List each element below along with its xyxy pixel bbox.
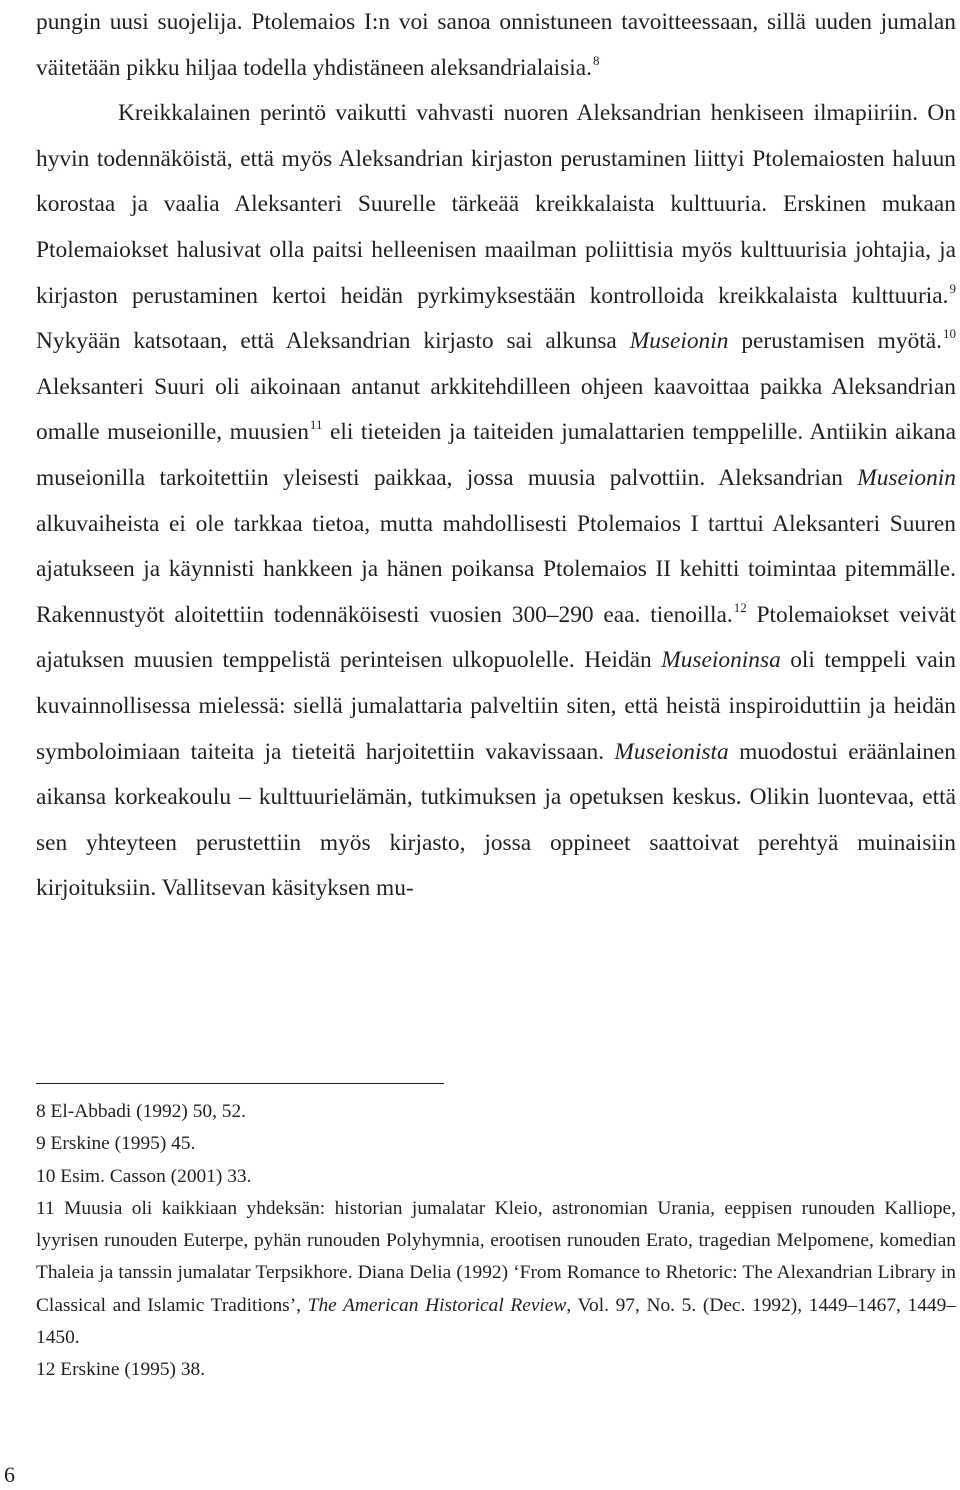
footnote-11-text-b: , Vol. 97, No. 5. (Dec. 1992), 1449–1467, 1449–1450.	[36, 1294, 956, 1349]
museion-term: Museionin	[857, 464, 956, 491]
paragraph-2-text-e: eli tieteiden ja taiteiden jumalattarien temppelille. Antiikin aikana museionilla tarkoitettiin yleisesti paikkaa, jossa muusia palvottiin. Aleksandrian	[36, 419, 956, 491]
paragraph-2-text-b: Nykyään katsotaan, että Aleksandrian kirjasto sai alkunsa	[36, 328, 630, 355]
footnote-separator	[36, 1083, 444, 1084]
footnote-11-text-a: 11 Muusia oli kaikkiaan yhdeksän: historian jumalatar Kleio, astronomian Urania, eeppisen runouden Kalliope, lyyrisen runouden Euterpe, pyhän runouden Polyhymnia, erootisen runouden Erato, tragedian Melpomene, komedian Thaleia ja tanssin jumalatar Terpsikhore. Diana Delia (1992) ‘From Romance to Rhetoric: The Alexandrian Library in Classical and Islamic Traditions’,	[36, 1197, 956, 1316]
footnotes	[36, 1096, 956, 1387]
paragraph-1-text: pungin uusi suojelija. Ptolemaios I:n voi sanoa onnistuneen tavoitteessaan, sillä uuden jumalan väitetään pikku hiljaa todella yhdistäneen aleksandrialaisia.	[36, 9, 956, 81]
paragraph-2	[36, 91, 956, 912]
footnote-ref-10: 10	[943, 326, 956, 342]
paragraph-2-text-a: Kreikkalainen perintö vaikutti vahvasti nuoren Aleksandrian henkiseen ilmapiiriin. On hyvin todennäköistä, että myös Aleksandrian kirjaston perustaminen liittyi Ptolemaiosten haluun korostaa ja vaalia Aleksanteri Suurelle tärkeää kreikkalaista kulttuuria. Erskinen mukaan Ptolemaiokset halusivat olla paitsi helleenisen maailman poliittisia myös kulttuurisia johtajia, ja kirjaston perustaminen kertoi heidän pyrkimyksestään kontrolloida kreikkalaista kulttuuria.	[36, 100, 956, 309]
paragraph-2-text-c: perustamisen myötä.	[728, 328, 942, 355]
paragraph-2-text-h: oli temppeli vain kuvainnollisessa mielessä: siellä jumalattaria palveltiin siten, että heistä inspiroiduttiin ja heidän symboloimiaan taiteita ja tieteitä harjoitettiin vakavissaan.	[36, 647, 956, 765]
paragraph-2-text-f: alkuvaiheista ei ole tarkkaa tietoa, mutta mahdollisesti Ptolemaios I tarttui Aleksanteri Suuren ajatukseen ja käynnisti hankkeen ja hänen poikansa Ptolemaios II kehitti toimintaa pitemmälle. Rakennustyöt aloitettiin todennäköisesti vuosien 300–290 eaa. tienoilla.	[36, 510, 956, 628]
museion-term: Museioninsa	[661, 647, 781, 674]
museion-term: Museionista	[614, 738, 729, 765]
paragraph-1	[36, 0, 956, 91]
footnote-9: 9 Erskine (1995) 45.	[36, 1133, 196, 1155]
paragraph-2-text-g: Ptolemaiokset veivät ajatuksen muusien temppelistä perinteisen ulkopuolelle. Heidän	[36, 601, 956, 674]
body-text	[36, 0, 956, 912]
paragraph-2-text-d: Aleksanteri Suuri oli aikoinaan antanut arkkitehdilleen ohjeen kaavoittaa paikka Aleksandrian omalle museionille, muusien	[36, 373, 956, 446]
paragraph-2-text-i: muodostui eräänlainen aikansa korkeakoulu – kulttuurielämän, tutkimuksen ja opetuksen keskus. Olikin luontevaa, että sen yhteyteen perustettiin myös kirjasto, jossa oppineet saattoivat perehtyä muinaisiin kirjoituksiin. Vallitsevan käsityksen mu-	[36, 738, 956, 902]
journal-title: The American Historical Review	[307, 1294, 567, 1316]
page-number: 6	[4, 1462, 15, 1487]
footnote-10: 10 Esim. Casson (2001) 33.	[36, 1165, 252, 1187]
footnote-ref-12: 12	[733, 599, 747, 615]
footnote-ref-9: 9	[949, 280, 956, 296]
footnote-ref-11: 11	[309, 417, 323, 433]
footnote-11	[36, 1193, 956, 1354]
museion-term: Museionin	[629, 328, 729, 355]
footnote-8: 8 El-Abbadi (1992) 50, 52.	[36, 1101, 247, 1122]
footnote-ref-8: 8	[592, 52, 600, 68]
footnote-12: 12 Erskine (1995) 38.	[36, 1359, 206, 1381]
